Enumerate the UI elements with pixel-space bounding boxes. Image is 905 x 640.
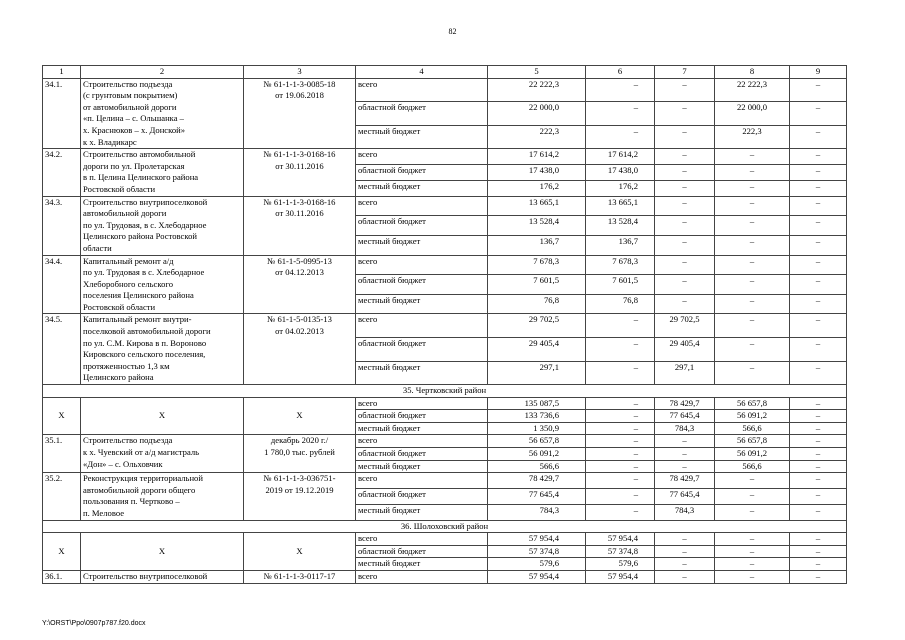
document-ref <box>244 149 356 196</box>
amount-cell: – <box>586 410 655 423</box>
budget-source: всего <box>356 435 488 448</box>
amount-cell: – <box>790 78 847 102</box>
x-mark: Х <box>43 533 81 571</box>
column-number: 1 <box>43 66 81 79</box>
table-row <box>43 314 847 338</box>
amount-cell: – <box>586 361 655 385</box>
amount-cell: 1 350,9 <box>488 422 586 435</box>
amount-cell: – <box>790 275 847 295</box>
object-name <box>81 78 244 149</box>
object-name-line: Реконструкция территориальной <box>83 473 203 484</box>
amount-cell: – <box>655 255 715 275</box>
object-name-line: Строительство автомобильной <box>83 149 196 160</box>
district-row <box>43 385 847 398</box>
amount-cell: – <box>790 504 847 520</box>
header-row <box>43 66 847 79</box>
amount-cell: – <box>655 216 715 236</box>
district-title: 35. Чертковский район <box>43 385 847 398</box>
object-name-line: в п. Целина Целинского района <box>83 172 199 183</box>
document-ref <box>244 314 356 385</box>
amount-cell: – <box>655 545 715 558</box>
budget-source: местный бюджет <box>356 504 488 520</box>
x-mark: Х <box>244 533 356 571</box>
object-name-line: Ростовской области <box>83 301 156 312</box>
amount-cell: 7 601,5 <box>488 275 586 295</box>
budget-source: всего <box>356 397 488 410</box>
amount-cell: – <box>715 533 790 546</box>
document-ref-line: от 30.11.2016 <box>275 160 324 171</box>
column-number: 9 <box>790 66 847 79</box>
amount-cell: 29 702,5 <box>655 314 715 338</box>
amount-cell: 56 657,8 <box>715 435 790 448</box>
amount-cell: 76,8 <box>586 294 655 314</box>
object-name-line: Хлеборобного сельского <box>83 278 173 289</box>
amount-cell: 57 954,4 <box>488 570 586 583</box>
object-name-line: области <box>83 242 112 253</box>
document-ref-line: № 61-1-1-3-036751- <box>263 473 336 484</box>
amount-cell: 17 614,2 <box>488 149 586 165</box>
item-number: 34.4. <box>43 255 81 314</box>
object-name-line: Кировского сельского поселения, <box>83 349 206 360</box>
amount-cell: 7 601,5 <box>586 275 655 295</box>
document-ref-line: 1 780,0 тыс. рублей <box>264 447 335 457</box>
object-name-line: «п. Целина – с. Ольшанка – <box>83 113 184 124</box>
amount-cell: 78 429,7 <box>655 397 715 410</box>
budget-source: местный бюджет <box>356 422 488 435</box>
amount-cell: – <box>715 164 790 180</box>
amount-cell: 13 528,4 <box>586 216 655 236</box>
object-name-line: дороги по ул. Пролетарская <box>83 160 185 171</box>
district-title: 36. Шолоховский район <box>43 520 847 533</box>
budget-source: областной бюджет <box>356 545 488 558</box>
amount-cell: 56 091,2 <box>488 448 586 461</box>
table-row <box>43 533 847 546</box>
amount-cell: – <box>715 314 790 338</box>
amount-cell: – <box>655 164 715 180</box>
object-name-line: Капитальный ремонт внутри- <box>83 314 192 325</box>
amount-cell: – <box>586 473 655 489</box>
amount-cell: 176,2 <box>488 180 586 196</box>
amount-cell: 77 645,4 <box>655 488 715 504</box>
amount-cell: 136,7 <box>488 235 586 255</box>
amount-cell: – <box>715 235 790 255</box>
column-number: 8 <box>715 66 790 79</box>
amount-cell: – <box>586 435 655 448</box>
amount-cell: 77 645,4 <box>488 488 586 504</box>
amount-cell: – <box>715 294 790 314</box>
object-name-line: к х. Владикарс <box>83 136 137 147</box>
amount-cell: 7 678,3 <box>488 255 586 275</box>
amount-cell: 56 091,2 <box>715 448 790 461</box>
budget-source: всего <box>356 149 488 165</box>
column-number: 3 <box>244 66 356 79</box>
amount-cell: 78 429,7 <box>655 473 715 489</box>
page-number: 82 <box>448 27 457 36</box>
document-ref-line: № 61-1-5-0995-13 <box>267 255 332 266</box>
amount-cell: – <box>586 460 655 473</box>
amount-cell: 784,3 <box>488 504 586 520</box>
budget-source: местный бюджет <box>356 125 488 149</box>
amount-cell: 13 665,1 <box>488 196 586 216</box>
budget-source: всего <box>356 533 488 546</box>
x-mark: Х <box>244 397 356 435</box>
document-ref <box>244 78 356 149</box>
table-row <box>43 78 847 102</box>
amount-cell: 57 374,8 <box>586 545 655 558</box>
amount-cell: – <box>790 235 847 255</box>
object-name <box>81 255 244 314</box>
table-row <box>43 149 847 165</box>
budget-source: всего <box>356 473 488 489</box>
district-row <box>43 520 847 533</box>
budget-source: областной бюджет <box>356 102 488 126</box>
amount-cell: 176,2 <box>586 180 655 196</box>
amount-cell: 57 954,4 <box>488 533 586 546</box>
budget-source: областной бюджет <box>356 337 488 361</box>
budget-source: местный бюджет <box>356 558 488 571</box>
budget-source: местный бюджет <box>356 361 488 385</box>
amount-cell: – <box>715 196 790 216</box>
document-ref-line: № 61-1-1-3-0085-18 <box>263 78 336 89</box>
object-name-line: Целинского района <box>83 372 154 383</box>
amount-cell: 784,3 <box>655 422 715 435</box>
table-row <box>43 196 847 216</box>
amount-cell: – <box>715 488 790 504</box>
document-ref-line: от 04.02.2013 <box>275 326 324 337</box>
amount-cell: – <box>586 397 655 410</box>
amount-cell: – <box>790 545 847 558</box>
amount-cell: – <box>790 435 847 448</box>
amount-cell: 297,1 <box>488 361 586 385</box>
amount-cell: – <box>655 570 715 583</box>
amount-cell: – <box>790 397 847 410</box>
object-name-line: Целинского района Ростовской <box>83 231 197 242</box>
item-number: 34.2. <box>43 149 81 196</box>
amount-cell: – <box>655 196 715 216</box>
amount-cell: – <box>586 78 655 102</box>
amount-cell: – <box>790 180 847 196</box>
object-name-line: (с грунтовым покрытием) <box>83 90 178 101</box>
object-name <box>81 196 244 255</box>
amount-cell: 297,1 <box>655 361 715 385</box>
amount-cell: 222,3 <box>715 125 790 149</box>
object-name <box>81 149 244 196</box>
item-number: 35.1. <box>43 435 81 473</box>
file-path-footer: Y:\ORST\Ppo\0907p787.f20.docx <box>42 620 146 627</box>
amount-cell: – <box>790 337 847 361</box>
x-mark: Х <box>43 397 81 435</box>
amount-cell: 57 954,4 <box>586 533 655 546</box>
amount-cell: – <box>715 558 790 571</box>
amount-cell: – <box>715 337 790 361</box>
object-name <box>81 473 244 520</box>
amount-cell: – <box>790 460 847 473</box>
amount-cell: – <box>790 125 847 149</box>
table-row <box>43 435 847 448</box>
amount-cell: – <box>715 180 790 196</box>
object-name-line: к х. Чуевский от а/д магистраль <box>83 447 200 457</box>
item-number: 34.3. <box>43 196 81 255</box>
object-name-line: пользования п. Чертково – <box>83 496 180 507</box>
amount-cell: 57 954,4 <box>586 570 655 583</box>
table-row <box>43 570 847 583</box>
item-number: 34.1. <box>43 78 81 149</box>
amount-cell: 135 087,5 <box>488 397 586 410</box>
amount-cell: 784,3 <box>655 504 715 520</box>
amount-cell: 77 645,4 <box>655 410 715 423</box>
amount-cell: – <box>715 275 790 295</box>
amount-cell: – <box>715 149 790 165</box>
table-row <box>43 255 847 275</box>
amount-cell: 7 678,3 <box>586 255 655 275</box>
amount-cell: 29 405,4 <box>488 337 586 361</box>
amount-cell: 566,6 <box>715 422 790 435</box>
object-name-line: Строительство внутрипоселковой <box>83 196 208 207</box>
budget-table <box>42 65 847 584</box>
amount-cell: 13 665,1 <box>586 196 655 216</box>
document-ref-line: от 30.11.2016 <box>275 208 324 219</box>
amount-cell: – <box>790 473 847 489</box>
budget-source: областной бюджет <box>356 448 488 461</box>
object-name: Строительство внутрипоселковой <box>81 570 244 583</box>
document-ref <box>244 255 356 314</box>
document-ref-line: декабрь 2020 г./ <box>270 435 329 446</box>
amount-cell: 17 438,0 <box>586 164 655 180</box>
amount-cell: – <box>655 533 715 546</box>
document-ref-line: № 61-1-5-0135-13 <box>267 314 332 325</box>
amount-cell: – <box>790 314 847 338</box>
amount-cell: – <box>790 196 847 216</box>
amount-cell: – <box>790 294 847 314</box>
item-number: 36.1. <box>43 570 81 583</box>
amount-cell: 22 222,3 <box>488 78 586 102</box>
amount-cell: – <box>790 570 847 583</box>
amount-cell: 76,8 <box>488 294 586 314</box>
object-name <box>81 314 244 385</box>
amount-cell: 22 222,3 <box>715 78 790 102</box>
amount-cell: – <box>790 533 847 546</box>
amount-cell: 56 657,8 <box>488 435 586 448</box>
table-row <box>43 397 847 410</box>
budget-source: местный бюджет <box>356 460 488 473</box>
amount-cell: – <box>586 314 655 338</box>
amount-cell: – <box>715 570 790 583</box>
amount-cell: – <box>586 448 655 461</box>
budget-source: всего <box>356 570 488 583</box>
amount-cell: – <box>586 488 655 504</box>
budget-source: всего <box>356 314 488 338</box>
amount-cell: – <box>790 448 847 461</box>
amount-cell: – <box>655 294 715 314</box>
budget-source: областной бюджет <box>356 488 488 504</box>
amount-cell: 133 736,6 <box>488 410 586 423</box>
amount-cell: 579,6 <box>586 558 655 571</box>
budget-source: всего <box>356 196 488 216</box>
object-name-line: Ростовской области <box>83 183 156 194</box>
object-name-line: Строительство подъезда <box>83 78 173 89</box>
amount-cell: – <box>790 558 847 571</box>
budget-source: всего <box>356 78 488 102</box>
document-ref <box>244 473 356 520</box>
object-name-line: по ул. Трудовая в с. Хлебодарное <box>83 267 205 278</box>
budget-source: областной бюджет <box>356 410 488 423</box>
x-mark: Х <box>81 533 244 571</box>
amount-cell: – <box>586 422 655 435</box>
object-name-line: автомобильной дороги <box>83 208 167 219</box>
amount-cell: – <box>715 361 790 385</box>
amount-cell: – <box>655 180 715 196</box>
column-number: 6 <box>586 66 655 79</box>
amount-cell: – <box>790 255 847 275</box>
amount-cell: – <box>655 125 715 149</box>
object-name-line: по ул. Трудовая, в с. Хлебодарное <box>83 219 207 230</box>
budget-source: областной бюджет <box>356 216 488 236</box>
amount-cell: 17 438,0 <box>488 164 586 180</box>
object-name-line: от автомобильной дороги <box>83 101 177 112</box>
amount-cell: – <box>790 422 847 435</box>
budget-source: областной бюджет <box>356 164 488 180</box>
budget-source: областной бюджет <box>356 275 488 295</box>
amount-cell: – <box>790 410 847 423</box>
amount-cell: – <box>655 558 715 571</box>
amount-cell: 29 702,5 <box>488 314 586 338</box>
document-ref-line: № 61-1-1-3-0168-16 <box>263 196 336 207</box>
amount-cell: 579,6 <box>488 558 586 571</box>
document-ref <box>244 435 356 473</box>
column-number: 4 <box>356 66 488 79</box>
amount-cell: 22 000,0 <box>715 102 790 126</box>
object-name-line: х. Краснюков – х. Донской» <box>83 124 186 135</box>
object-name-line: автомобильной дороги общего <box>83 484 196 495</box>
budget-source: местный бюджет <box>356 180 488 196</box>
amount-cell: – <box>790 216 847 236</box>
amount-cell: – <box>790 102 847 126</box>
object-name-line: поселковой автомобильной дороги <box>83 326 211 337</box>
document-ref <box>244 196 356 255</box>
amount-cell: – <box>655 235 715 255</box>
amount-cell: 29 405,4 <box>655 337 715 361</box>
amount-cell: 78 429,7 <box>488 473 586 489</box>
document-ref-line: 2019 от 19.12.2019 <box>265 484 334 495</box>
object-name-line: по ул. С.М. Кирова в п. Вороново <box>83 337 207 348</box>
object-name-line: «Дон» – с. Ольховчик <box>83 458 163 469</box>
amount-cell: 56 657,8 <box>715 397 790 410</box>
amount-cell: 17 614,2 <box>586 149 655 165</box>
document-ref: № 61-1-1-3-0117-17 <box>244 570 356 583</box>
amount-cell: 566,6 <box>488 460 586 473</box>
amount-cell: – <box>586 125 655 149</box>
document-ref-line: от 19.06.2018 <box>275 90 324 101</box>
object-name-line: протяженностью 1,3 км <box>83 360 170 371</box>
budget-source: всего <box>356 255 488 275</box>
amount-cell: – <box>715 255 790 275</box>
amount-cell: – <box>655 78 715 102</box>
budget-source: местный бюджет <box>356 235 488 255</box>
amount-cell: – <box>586 504 655 520</box>
amount-cell: – <box>715 216 790 236</box>
amount-cell: – <box>655 102 715 126</box>
amount-cell: – <box>655 149 715 165</box>
amount-cell: – <box>586 337 655 361</box>
amount-cell: 13 528,4 <box>488 216 586 236</box>
x-mark: Х <box>81 397 244 435</box>
amount-cell: – <box>586 102 655 126</box>
amount-cell: 22 000,0 <box>488 102 586 126</box>
amount-cell: – <box>790 164 847 180</box>
amount-cell: – <box>655 275 715 295</box>
amount-cell: 566,6 <box>715 460 790 473</box>
object-name <box>81 435 244 473</box>
table-row <box>43 473 847 489</box>
object-name-line: поселения Целинского района <box>83 290 194 301</box>
amount-cell: – <box>715 473 790 489</box>
amount-cell: 136,7 <box>586 235 655 255</box>
column-number: 2 <box>81 66 244 79</box>
item-number: 35.2. <box>43 473 81 520</box>
amount-cell: 56 091,2 <box>715 410 790 423</box>
amount-cell: – <box>790 361 847 385</box>
amount-cell: – <box>790 149 847 165</box>
document-ref-line: от 04.12.2013 <box>275 267 324 278</box>
object-name-line: Строительство подъезда <box>83 435 173 446</box>
object-name-line: п. Меловое <box>83 507 125 518</box>
amount-cell: – <box>715 504 790 520</box>
object-name-line: Капитальный ремонт а/д <box>83 255 174 266</box>
budget-source: местный бюджет <box>356 294 488 314</box>
column-number: 7 <box>655 66 715 79</box>
amount-cell: 57 374,8 <box>488 545 586 558</box>
amount-cell: – <box>655 435 715 448</box>
column-number: 5 <box>488 66 586 79</box>
amount-cell: – <box>790 488 847 504</box>
document-ref-line: № 61-1-1-3-0168-16 <box>263 149 336 160</box>
amount-cell: – <box>715 545 790 558</box>
amount-cell: 222,3 <box>488 125 586 149</box>
amount-cell: – <box>655 448 715 461</box>
amount-cell: – <box>655 460 715 473</box>
item-number: 34.5. <box>43 314 81 385</box>
